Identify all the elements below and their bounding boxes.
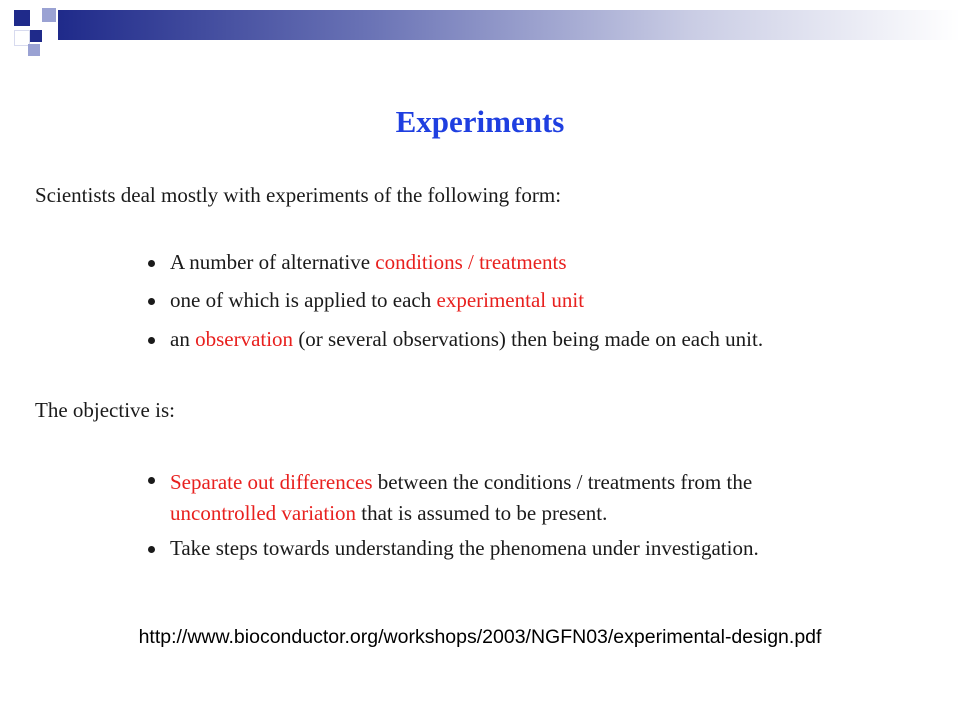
form-list <box>146 250 763 352</box>
objective-label: The objective is: <box>35 398 175 422</box>
item-text: A number of alternative <box>170 250 376 274</box>
highlight-text: Separate out differences <box>170 470 373 494</box>
highlight-text: uncontrolled variation <box>170 501 357 525</box>
list-item <box>146 467 759 536</box>
item-text: Take steps towards understanding the phenomena under investigation. <box>170 536 759 560</box>
intro-text: Scientists deal mostly with experiments of the following form: <box>35 183 562 207</box>
item-text: (or several observations) then being made on each unit. <box>293 327 764 351</box>
highlight-text: experimental unit <box>436 288 585 312</box>
header-square-dark-small <box>30 30 42 42</box>
item-text: between the conditions / treatments from the <box>372 470 753 494</box>
item-text: that is assumed to be present. <box>356 501 608 525</box>
source-url: http://www.bioconductor.org/workshops/2003/NGFN03/experimental-design.pdf <box>138 626 822 648</box>
objective-list <box>146 467 759 561</box>
item-text: one of which is applied to each <box>170 288 437 312</box>
header-square-light-small <box>28 44 40 56</box>
header-square-dark <box>14 10 30 26</box>
list-item <box>146 288 763 327</box>
item-text: an <box>170 327 196 351</box>
highlight-text: conditions / treatments <box>375 250 567 274</box>
header-gradient-bar <box>58 10 960 40</box>
list-item <box>146 327 763 352</box>
list-item <box>146 250 763 288</box>
highlight-text: observation <box>195 327 294 351</box>
header-square-light <box>42 8 56 22</box>
slide-title: Experiments <box>395 104 565 139</box>
list-item <box>146 536 759 561</box>
